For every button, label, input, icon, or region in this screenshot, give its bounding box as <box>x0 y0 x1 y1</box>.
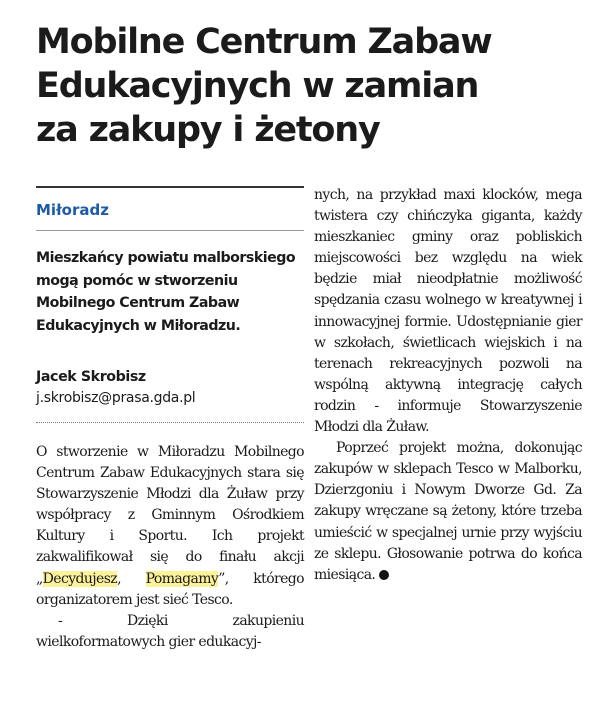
body-paragraph-2-continued: nych, na przykład maxi klocków, mega twistera czy chińczyka giganta, każdy mieszkaniec gminy oraz pobliskich miejscowości bez względu na wiek będzie miał nieodpłatnie możliwość spędzania czasu wolnego w kreatywnej i innowacyjnej formie. Udostępnianie gier w szkołach, świetlicach wiejskich i na terenach rekreacyjnych pozwoli na wspólną aktywną integrację całych rodzin - informuje Stowarzyszenie Młodzi dla Żuław. <box>314 187 582 436</box>
byline-divider <box>36 422 304 424</box>
body-paragraph-1: O stworzenie w Miłoradzu Mobilnego Centrum Zabaw Edukacyjnych stara się Stowarzyszenie Młodzi dla Żuław przy współpracy z Gminnym Ośrodkiem Kultury i Sportu. Ich projekt zakwalifikował się do finału akcji „Decydujesz, Pomagamy”, którego organizatorem jest sieć Tesco. <box>36 444 304 608</box>
article-lead: Mieszkańcy powiatu malborskiego mogą pomóc w stworzeniu Mobilnego Centrum Zabaw Edukacyjnych w Miłoradzu. <box>36 250 296 334</box>
end-of-article-icon <box>379 570 389 580</box>
headline-line: Edukacyjnych w zamian <box>36 66 479 106</box>
body-paragraph-2-start: - Dzięki zakupieniu wielkoformatowych gier edukacyj- <box>36 612 304 650</box>
left-column <box>36 186 304 653</box>
headline-line: Mobilne Centrum Zabaw <box>36 22 492 62</box>
article-headline <box>36 20 596 152</box>
right-column <box>314 186 582 586</box>
location-divider <box>36 230 304 231</box>
headline-line: za zakupy i żetony <box>36 110 380 150</box>
highlighted-campaign-name: Decydujesz <box>42 570 118 587</box>
author-name: Jacek Skrobisz <box>36 369 146 385</box>
location-label: Miłoradz <box>36 201 109 219</box>
section-divider <box>36 186 304 188</box>
highlighted-campaign-name: Pomagamy <box>145 570 219 587</box>
body-paragraph-3: Poprzeć projekt można, dokonując zakupów w sklepach Tesco w Malborku, Dzierzgoniu i Nowym Dworze Gd. Za zakupy wręczane są żetony, które trzeba umieścić w specjalnej urnie przy wyjściu ze sklepu. Głosowanie potrwa do końca miesiąca. <box>314 440 582 583</box>
author-email: j.skrobisz@prasa.gda.pl <box>36 390 196 406</box>
